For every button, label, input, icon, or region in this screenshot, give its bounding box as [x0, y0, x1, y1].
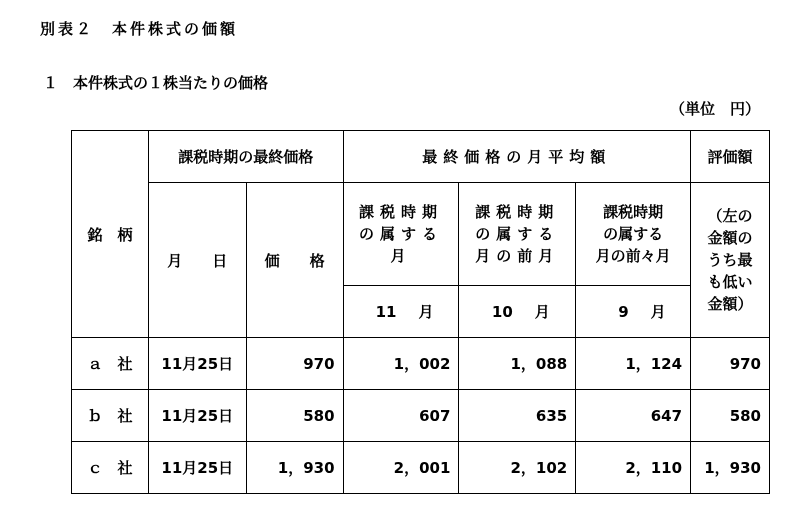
- brand-header: 銘 柄: [72, 131, 149, 338]
- row-appraisal: 580: [691, 390, 770, 442]
- current-month-header: 課税時期 の属する 月: [343, 183, 459, 286]
- month-10-label: 10 月: [459, 286, 576, 338]
- two-months-prior-header: 課税時期 の属する 月の前々月: [576, 183, 691, 286]
- appraisal-header: 評価額: [691, 131, 770, 183]
- month-9-label: 9 月: [576, 286, 691, 338]
- row-date: 11月25日: [148, 442, 246, 494]
- row-appraisal: 970: [691, 338, 770, 390]
- row-month-10: 2，102: [459, 442, 576, 494]
- month-11-label: 11 月: [343, 286, 459, 338]
- row-month-10: 635: [459, 390, 576, 442]
- row-month-9: 1，124: [576, 338, 691, 390]
- price-table: [71, 130, 770, 494]
- unit-label: （単位 円）: [669, 100, 760, 118]
- monthly-average-header: 最終価格の月平均額: [343, 131, 691, 183]
- document-title: 別表２ 本件株式の価額: [40, 20, 239, 38]
- row-month-11: 607: [343, 390, 459, 442]
- table-row: [72, 442, 770, 494]
- table-row: [72, 390, 770, 442]
- table-row: [72, 338, 770, 390]
- row-price: 970: [246, 338, 343, 390]
- appraisal-note: （左の 金額の うち最 も低い 金額）: [691, 183, 770, 338]
- final-price-header: 課税時期の最終価格: [148, 131, 343, 183]
- row-month-11: 1，002: [343, 338, 459, 390]
- price-header: 価 格: [246, 183, 343, 338]
- row-date: 11月25日: [148, 390, 246, 442]
- row-month-9: 647: [576, 390, 691, 442]
- section-title: １ 本件株式の１株当たりの価格: [43, 74, 269, 92]
- row-month-10: 1，088: [459, 338, 576, 390]
- row-month-9: 2，110: [576, 442, 691, 494]
- row-name: ａ 社: [72, 338, 149, 390]
- row-price: 580: [246, 390, 343, 442]
- row-name: ｃ 社: [72, 442, 149, 494]
- row-appraisal: 1，930: [691, 442, 770, 494]
- row-price: 1，930: [246, 442, 343, 494]
- row-name: ｂ 社: [72, 390, 149, 442]
- row-month-11: 2，001: [343, 442, 459, 494]
- row-date: 11月25日: [148, 338, 246, 390]
- month-day-header: 月 日: [148, 183, 246, 338]
- previous-month-header: 課税時期 の属する 月の前月: [459, 183, 576, 286]
